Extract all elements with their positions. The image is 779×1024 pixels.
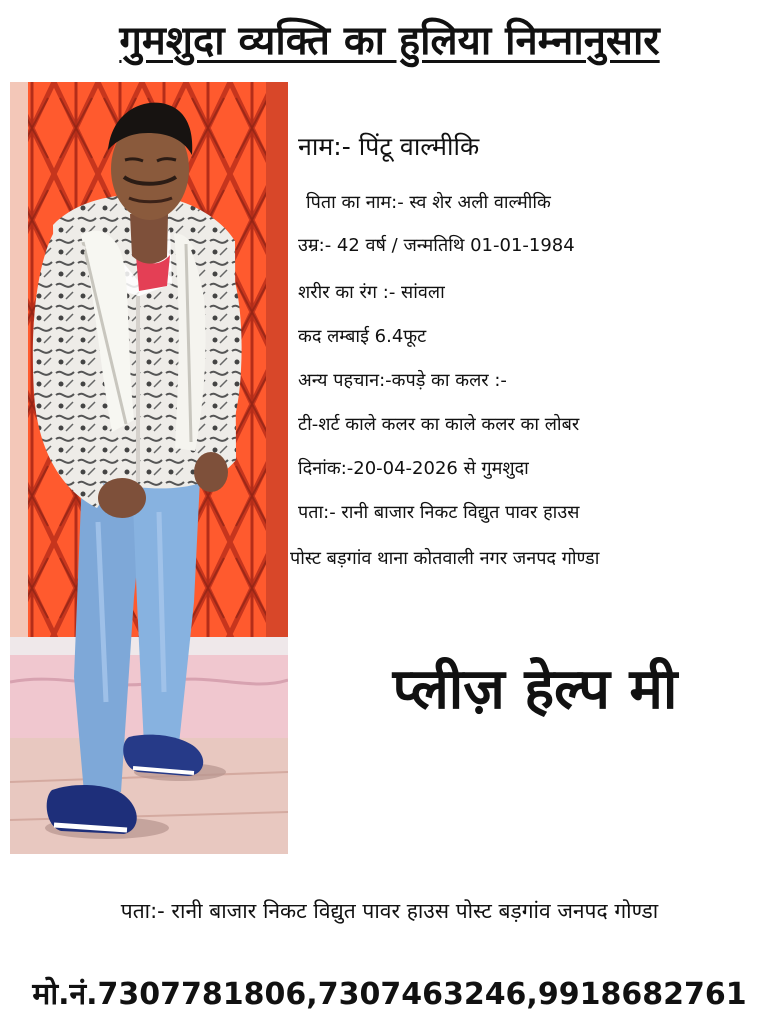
complexion-line: शरीर का रंग :- सांवला — [298, 282, 445, 303]
poster-title-text: गुमशुदा व्यक्ति का हुलिया निम्नानुसार — [119, 18, 660, 64]
bottom-address: पता:- रानी बाजार निकट विद्युत पावर हाउस पोस्ट बड़गांव जनपद गोण्डा — [120, 899, 659, 923]
father-name-line: पिता का नाम:- स्व शेर अली वाल्मीकि — [306, 192, 551, 213]
identity-line: अन्य पहचान:-कपड़े का कलर :- — [298, 370, 507, 391]
phone-numbers: मो.नं.7307781806,7307463246,9918682761 — [32, 977, 747, 1012]
name-line: नाम:- पिंटू वाल्मीकि — [298, 132, 480, 161]
address-line-2: पोस्ट बड़गांव थाना कोतवाली नगर जनपद गोण्डा — [290, 548, 600, 569]
missing-date-line: दिनांक:-20-04-2026 से गुमशुदा — [298, 458, 529, 479]
clothes-line: टी-शर्ट काले कलर का काले कलर का लोबर — [298, 414, 580, 435]
height-line: कद लम्बाई 6.4फूट — [298, 326, 427, 347]
age-line: उम्र:- 42 वर्ष / जन्मतिथि 01-01-1984 — [298, 235, 575, 256]
help-me-heading: प्लीज़ हेल्प मी — [392, 657, 678, 722]
poster-title — [0, 14, 779, 68]
address-line-1: पता:- रानी बाजार निकट विद्युत पावर हाउस — [298, 502, 580, 523]
missing-person-photo — [10, 82, 288, 854]
person-photo-illustration — [10, 82, 288, 854]
